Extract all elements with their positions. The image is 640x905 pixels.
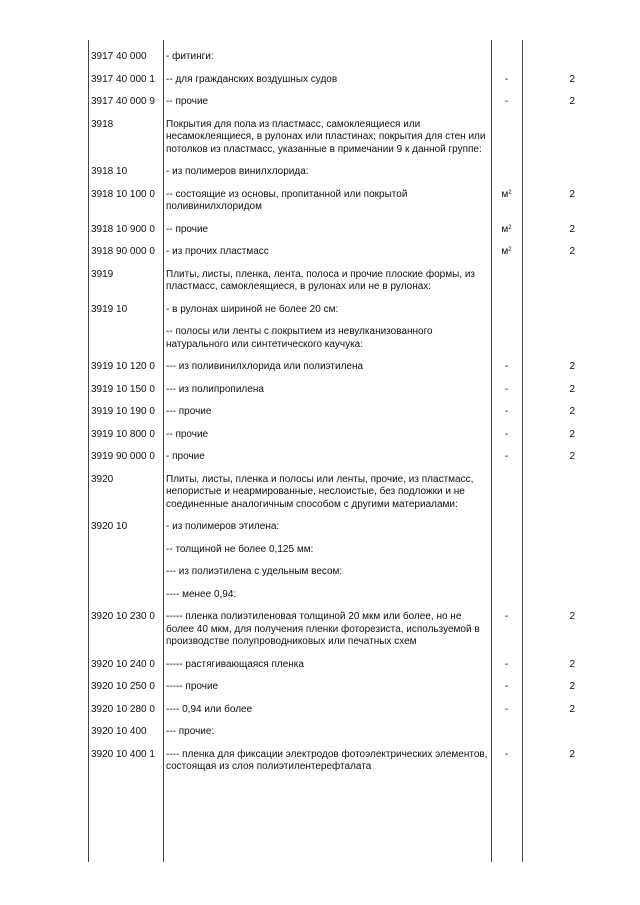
rate-cell: [522, 515, 593, 538]
rate-cell: 2: [569, 611, 575, 622]
rate-cell: 2: [569, 681, 575, 692]
rate-cell: 2: [569, 361, 575, 372]
code-cell: 3918 10: [91, 166, 128, 177]
code-cell: 3920 10: [91, 521, 128, 532]
description-cell: - из полимеров этилена:: [166, 521, 280, 532]
rate-cell: 2: [569, 428, 575, 440]
table-row: [88, 605, 593, 653]
description-cell: Покрытия для пола из пластмасс, самоклеящиеся или несамоклеящиеся, в рулонах или пластинах; покрытия для стен или потолков из пластмасс, указанные в примечании 9 к данной группе:: [166, 118, 486, 155]
description-cell: ---- 0,94 или более: [166, 703, 253, 715]
rate-cell: [522, 583, 593, 606]
description-cell: Плиты, листы, пленка, лента, полоса и прочие плоские формы, из пластмасс, самоклеящиеся, в рулонах или не в рулонах:: [166, 268, 476, 292]
unit-cell: [491, 515, 522, 538]
table-row: [88, 45, 593, 68]
description-cell: ----- прочие: [166, 681, 219, 692]
table-row: [88, 113, 593, 161]
description-cell: -- толщиной не более 0,125 мм:: [166, 543, 314, 555]
table-row: [88, 240, 593, 263]
code-cell: 3919 10 120 0: [91, 361, 155, 372]
table-row: [88, 263, 593, 298]
table-row: [88, 445, 593, 468]
code-cell: 3920 10 240 0: [91, 658, 155, 670]
unit-cell: [491, 320, 522, 355]
table-row: [88, 320, 593, 355]
code-cell: 3920 10 230 0: [91, 611, 155, 622]
code-cell: 3918 10 900 0: [91, 223, 155, 235]
table-row: [88, 400, 593, 423]
unit-cell: -: [504, 383, 509, 395]
unit-cell: -: [504, 96, 509, 107]
code-cell: 3919 10 800 0: [91, 428, 155, 440]
rate-cell: [522, 320, 593, 355]
rate-cell: [522, 720, 593, 743]
description-cell: - из полимеров винилхлорида:: [166, 166, 309, 177]
description-cell: - фитинги:: [166, 51, 214, 62]
unit-cell: [491, 583, 522, 606]
unit-cell: [491, 720, 522, 743]
code-cell: [88, 583, 163, 606]
unit-cell: [491, 538, 522, 561]
code-cell: 3917 40 000 9: [91, 96, 155, 107]
description-cell: ---- менее 0,94:: [166, 588, 237, 600]
table-row: [88, 538, 593, 561]
rate-cell: 2: [569, 658, 575, 670]
unit-cell: -: [504, 658, 509, 670]
rate-cell: 2: [569, 246, 575, 257]
code-cell: 3918 10 100 0: [91, 188, 155, 200]
unit-cell: $м^2$: [501, 246, 512, 257]
unit-cell: -: [504, 748, 509, 760]
table-row: [88, 698, 593, 721]
table-row: [88, 515, 593, 538]
description-cell: -- полосы или ленты с покрытием из невулканизованного натурального или синтетического каучука:: [166, 326, 433, 350]
table-row: [88, 218, 593, 241]
code-cell: [88, 538, 163, 561]
unit-cell: -: [504, 611, 509, 622]
unit-cell: [491, 113, 522, 161]
table-row: [88, 423, 593, 446]
code-cell: 3918 90 000 0: [91, 246, 155, 257]
unit-cell: -: [504, 361, 509, 372]
description-cell: -- прочие: [166, 428, 209, 440]
description-cell: ----- растягивающаяся пленка: [166, 658, 304, 670]
table-row: [88, 355, 593, 378]
code-cell: 3920 10 400 1: [91, 748, 155, 760]
unit-cell: [491, 560, 522, 583]
table-row: [88, 583, 593, 606]
table-row: [88, 675, 593, 698]
unit-cell: -: [504, 406, 509, 417]
rate-cell: 2: [569, 406, 575, 417]
table-row: [88, 183, 593, 218]
rate-cell: [522, 298, 593, 321]
description-cell: - прочие: [166, 451, 205, 462]
table-row: [88, 653, 593, 676]
unit-cell: [491, 45, 522, 68]
rate-cell: 2: [569, 73, 575, 85]
description-cell: - в рулонах шириной не более 20 см:: [166, 303, 339, 315]
rate-cell: 2: [569, 96, 575, 107]
unit-cell: -: [504, 428, 509, 440]
rate-cell: 2: [569, 223, 575, 235]
rate-cell: 2: [569, 703, 575, 715]
rate-cell: 2: [569, 748, 575, 760]
table-row: [88, 160, 593, 183]
code-cell: 3920: [91, 473, 114, 485]
code-cell: 3919 90 000 0: [91, 451, 155, 462]
description-cell: --- из полиэтилена с удельным весом:: [166, 566, 343, 577]
unit-cell: [491, 468, 522, 516]
description-cell: --- из полипропилена: [166, 383, 264, 395]
unit-cell: [491, 298, 522, 321]
code-cell: 3919 10: [91, 303, 128, 315]
rate-cell: 2: [569, 188, 575, 200]
description-cell: -- прочие: [166, 96, 209, 107]
rate-cell: [522, 263, 593, 298]
rate-cell: [522, 538, 593, 561]
code-cell: 3919 10 190 0: [91, 406, 155, 417]
table-row: [88, 298, 593, 321]
code-cell: 3920 10 280 0: [91, 703, 155, 715]
description-cell: ----- пленка полиэтиленовая толщиной 20 мкм или более, но не более 40 мкм, для получения пленки фоторезиста, используемой в производстве полупроводниковых или печатных схем: [166, 611, 480, 647]
table-row: [88, 378, 593, 401]
description-cell: --- прочие:: [166, 726, 215, 737]
table-row: [88, 468, 593, 516]
rate-cell: [522, 113, 593, 161]
unit-cell: [491, 263, 522, 298]
description-cell: -- прочие: [166, 223, 209, 235]
description-cell: ---- пленка для фиксации электродов фотоэлектрических элементов, состоящая из слоя полиэтилентерефталата: [166, 748, 488, 772]
description-cell: --- из поливинилхлорида или полиэтилена: [166, 361, 364, 372]
rate-cell: 2: [569, 383, 575, 395]
code-cell: 3917 40 000 1: [91, 73, 155, 85]
code-cell: 3919: [91, 268, 114, 280]
unit-cell: $м^2$: [501, 223, 512, 235]
description-cell: Плиты, листы, пленка и полосы или ленты, прочие, из пластмасс, непористые и неармированные, неслоистые, без подложки и не соединенные аналогичным способом с другими материалами:: [166, 473, 474, 510]
rate-cell: [522, 560, 593, 583]
table-row: [88, 720, 593, 743]
tariff-table: [88, 45, 593, 778]
code-cell: 3920 10 250 0: [91, 681, 155, 692]
table-row: [88, 68, 593, 91]
code-cell: 3919 10 150 0: [91, 383, 155, 395]
code-cell: [88, 320, 163, 355]
unit-cell: [491, 160, 522, 183]
description-cell: -- состоящие из основы, пропитанной или покрытой поливинилхлоридом: [166, 188, 408, 212]
code-cell: 3918: [91, 118, 114, 130]
rate-cell: 2: [569, 451, 575, 462]
code-cell: 3917 40 000: [91, 51, 147, 62]
rate-cell: [522, 45, 593, 68]
unit-cell: -: [504, 73, 509, 85]
unit-cell: $м^2$: [501, 188, 512, 200]
unit-cell: -: [504, 681, 509, 692]
code-cell: [88, 560, 163, 583]
table-row: [88, 743, 593, 778]
description-cell: -- для гражданских воздушных судов: [166, 73, 338, 85]
table-row: [88, 90, 593, 113]
rate-cell: [522, 468, 593, 516]
table-row: [88, 560, 593, 583]
rate-cell: [522, 160, 593, 183]
code-cell: 3920 10 400: [91, 726, 147, 737]
unit-cell: -: [504, 703, 509, 715]
unit-cell: -: [504, 451, 509, 462]
description-cell: --- прочие: [166, 406, 212, 417]
description-cell: - из прочих пластмасс: [166, 246, 269, 257]
